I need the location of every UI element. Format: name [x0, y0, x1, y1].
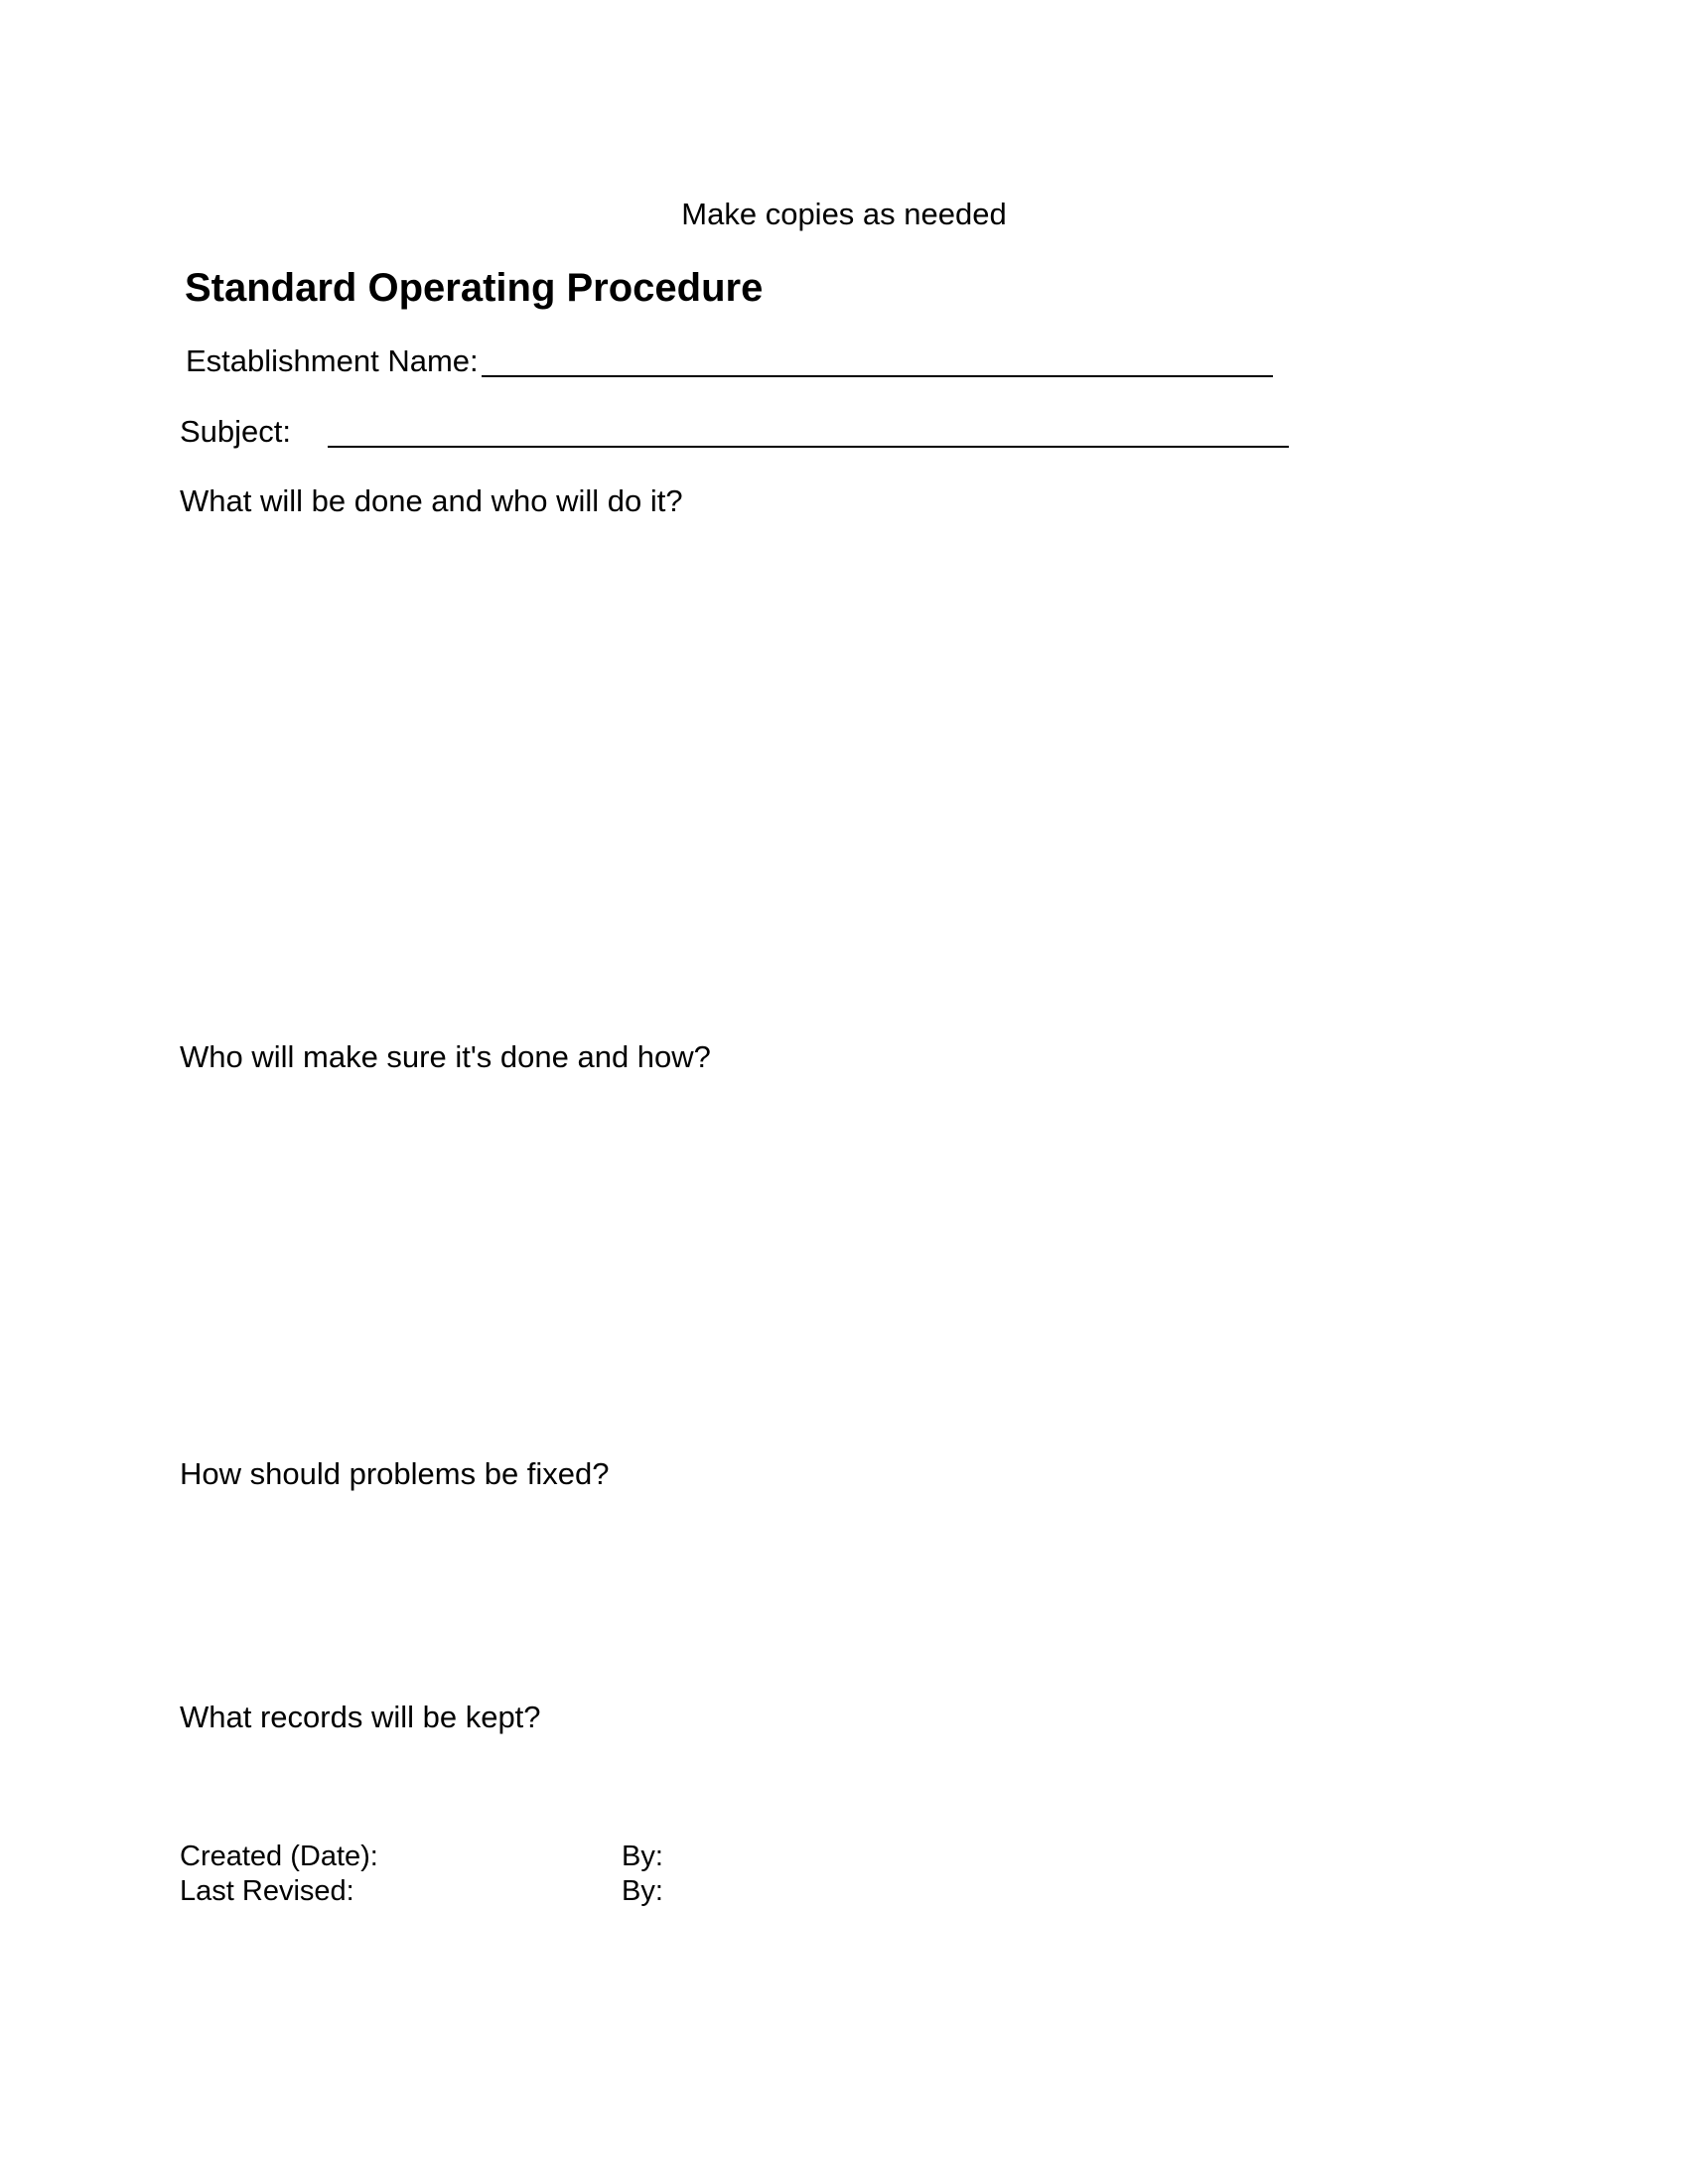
- last-revised-label: Last Revised:: [180, 1875, 354, 1907]
- document-title: Standard Operating Procedure: [185, 266, 764, 310]
- created-date-label: Created (Date):: [180, 1841, 378, 1872]
- question-verify: Who will make sure it's done and how?: [180, 1039, 711, 1074]
- subject-label: Subject:: [180, 414, 292, 449]
- question-problems: How should problems be fixed?: [180, 1456, 610, 1491]
- copies-note: Make copies as needed: [681, 197, 1007, 231]
- answer-area-records[interactable]: [180, 1742, 1292, 1842]
- answer-area-what-who[interactable]: [180, 526, 1292, 1023]
- question-what-who: What will be done and who will do it?: [180, 483, 683, 518]
- revised-by-label: By:: [622, 1875, 663, 1907]
- created-by-label: By:: [622, 1841, 663, 1872]
- answer-area-verify[interactable]: [180, 1082, 1292, 1449]
- question-records: What records will be kept?: [180, 1700, 541, 1734]
- answer-area-problems[interactable]: [180, 1499, 1292, 1698]
- establishment-name-line[interactable]: [482, 375, 1273, 377]
- subject-line[interactable]: [328, 446, 1289, 448]
- establishment-name-label: Establishment Name:: [186, 343, 479, 378]
